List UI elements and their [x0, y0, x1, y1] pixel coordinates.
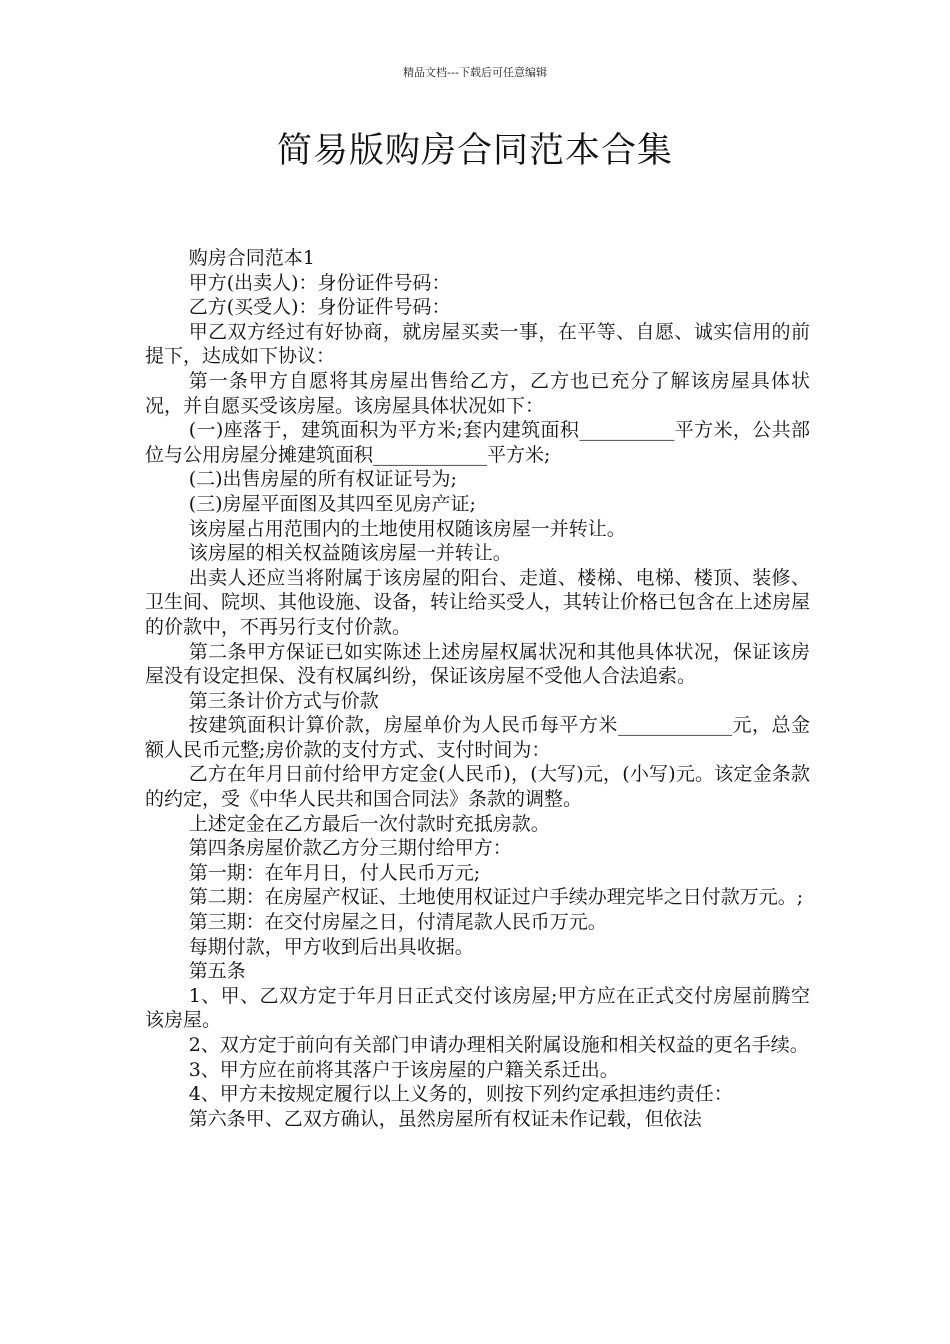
paragraph: 第三条计价方式与价款	[188, 689, 379, 712]
paragraph: 该房屋占用范围内的土地使用权随该房屋一并转让。	[188, 517, 626, 540]
paragraph: (一)座落于，建筑面积为平方米;套内建筑面积__________平方米，公共部位与公用房屋分摊建筑面积____________平方米;	[145, 419, 810, 466]
paragraph: 第一条甲方自愿将其房屋出售给乙方，乙方也已充分了解该房屋具体状况，并自愿买受该房屋。该房屋具体状况如下：	[145, 369, 810, 417]
paragraph: 第四条房屋价款乙方分三期付给甲方：	[188, 837, 512, 860]
paragraph: 每期付款，甲方收到后出具收据。	[188, 935, 474, 958]
paragraph: 第一期：在年月日，付人民币万元;	[188, 861, 481, 884]
document-title: 简易版购房合同范本合集	[276, 131, 673, 171]
paragraph: 第六条甲、乙双方确认，虽然房屋所有权证未作记载，但依法	[188, 1107, 702, 1130]
paragraph: 出卖人还应当将附属于该房屋的阳台、走道、楼梯、电梯、楼顶、装修、卫生间、院坝、其他设施、设备，转让给买受人，其转让价格已包含在上述房屋的价款中，不再另行支付价款。	[145, 566, 811, 638]
paragraph: 该房屋的相关权益随该房屋一并转让。	[188, 542, 512, 565]
paragraph: 甲乙双方经过有好协商，就房屋买卖一事，在平等、自愿、诚实信用的前提下，达成如下协议：	[145, 320, 810, 368]
paragraph: 第二期：在房屋产权证、土地使用权证过户手续办理完毕之日付款万元。;	[188, 886, 804, 909]
paragraph: 4、甲方未按规定履行以上义务的，则按下列约定承担违约责任：	[188, 1083, 733, 1106]
paragraph: 第五条	[188, 960, 246, 983]
document-body	[145, 246, 810, 1131]
paragraph: 第二条甲方保证已如实陈述上述房屋权属状况和其他具体状况，保证该房屋没有设定担保、没有权属纠纷，保证该房屋不受他人合法追索。	[145, 640, 810, 688]
paragraph: 1、甲、乙双方定于年月日正式交付该房屋;甲方应在正式交付房屋前腾空该房屋。	[145, 984, 810, 1032]
header-note: 精品文档---下载后可任意编辑	[403, 66, 547, 79]
paragraph: 2、双方定于前向有关部门申请办理相关附属设施和相关权益的更名手续。	[188, 1034, 809, 1056]
paragraph: (二)出售房屋的所有权证证号为;	[188, 468, 457, 491]
paragraph: 乙方(买受人)：身份证件号码：	[188, 296, 451, 319]
paragraph: (三)房屋平面图及其四至见房产证;	[188, 492, 476, 515]
paragraph: 甲方(出卖人)：身份证件号码：	[188, 271, 451, 294]
paragraph: 乙方在年月日前付给甲方定金(人民币)，(大写)元，(小写)元。该定金条款的约定，受《中华人民共和国合同法》条款的调整。	[145, 763, 810, 811]
paragraph: 第三期：在交付房屋之日，付清尾款人民币万元。	[188, 911, 607, 934]
paragraph: 按建筑面积计算价款，房屋单价为人民币每平方米____________元，总金额人民币元整;房价款的支付方式、支付时间为：	[145, 714, 810, 761]
paragraph: 购房合同范本1	[188, 247, 315, 269]
paragraph: 上述定金在乙方最后一次付款时充抵房款。	[188, 812, 550, 835]
paragraph: 3、甲方应在前将其落户于该房屋的户籍关系迁出。	[188, 1058, 619, 1081]
